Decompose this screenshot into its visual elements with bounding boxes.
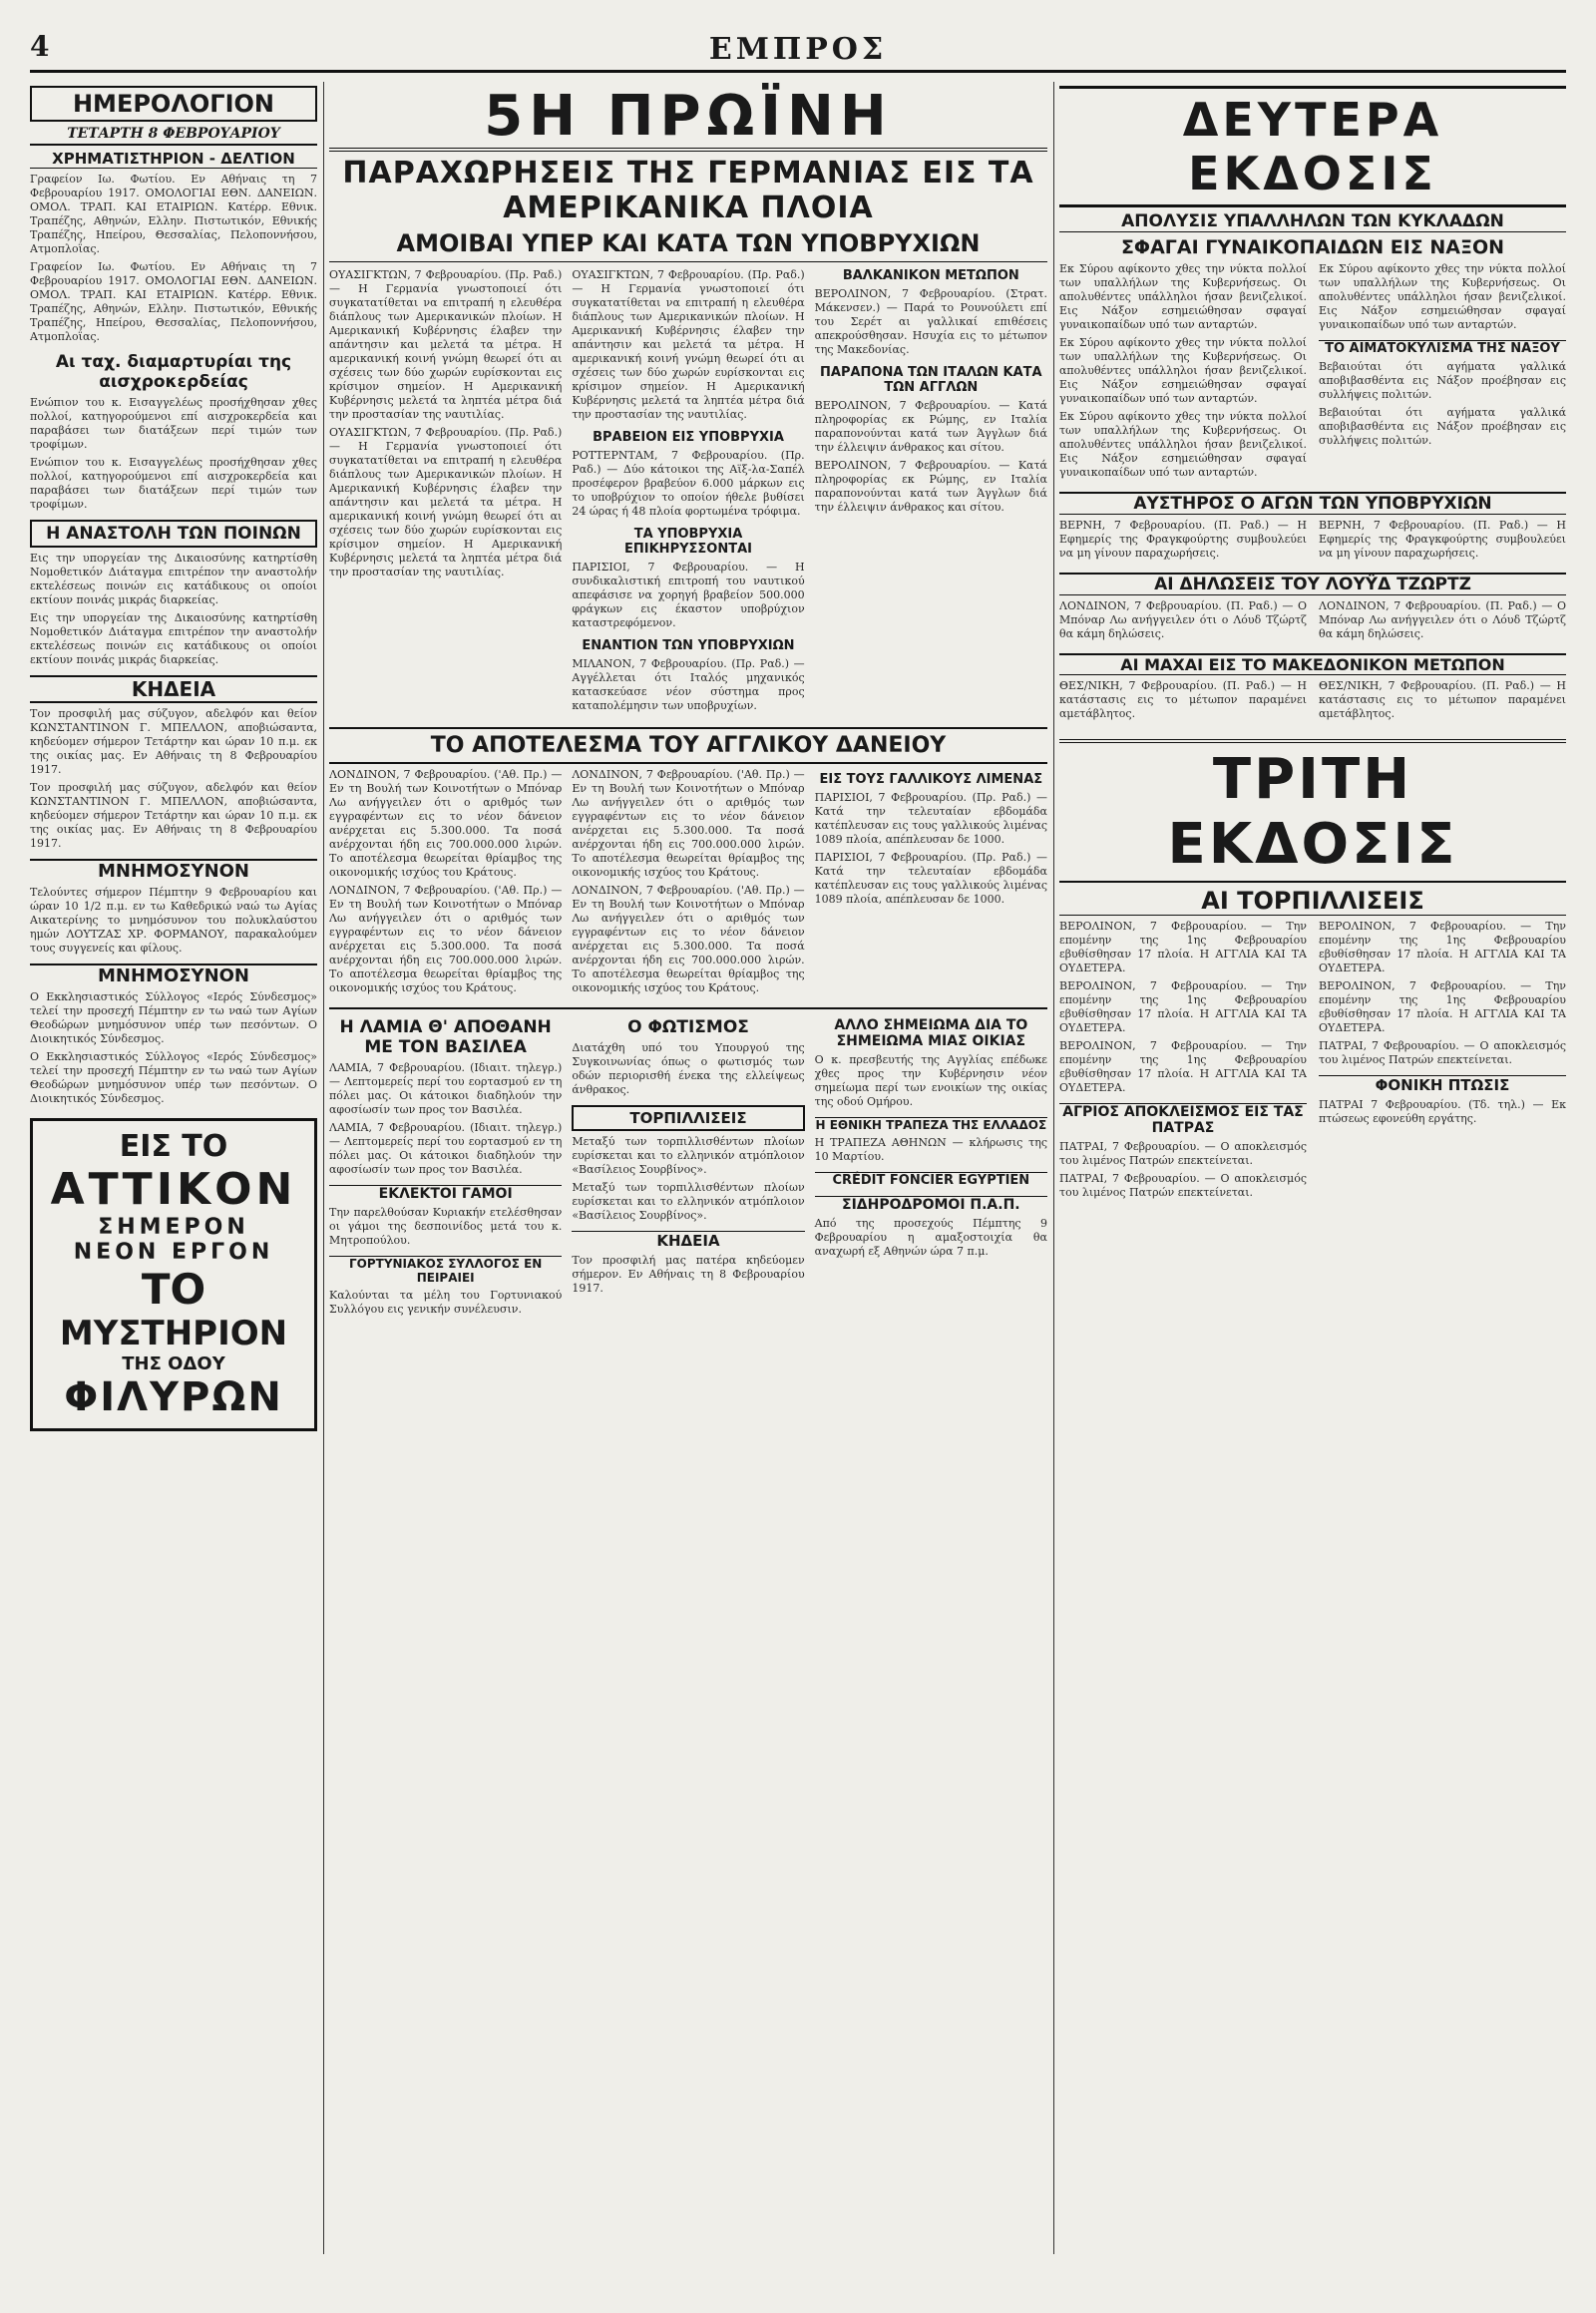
edition-banner: 5Η ΠΡΩΪΝΗ (329, 86, 1047, 152)
article-body: ΘΕΣ/ΝΙΚΗ, 7 Φεβρουαρίου. (Π. Ραδ.) — Η κατάστασις εις το μέτωπον παραμένει αμετάβλητος. (1319, 679, 1566, 720)
funeral2-heading: ΚΗΔΕΙΑ (572, 1231, 804, 1250)
ports-body: ΠΑΡΙΣΙΟΙ, 7 Φεβρουαρίου. (Πρ. Ραδ.) — Κατά την τελευταίαν εβδομάδα κατέπλευσαν εις τους γαλλικούς λιμένας 1089 πλοία, απέπλευσαν δε 1000. (814, 851, 1047, 906)
sub-active-body: ΠΑΡΙΣΙΟΙ, 7 Φεβρουαρίου. — Η συνδικαλιστική επιτροπή του ναυτικού απεφάσισε να χορηγή βραβείον 500.000 φράγκων εις έκαστον υποβρύχιον καταστρεφόμενον. (572, 561, 805, 629)
funerals-body: Τον προσφιλή μας σύζυγον, αδελφόν και θείον ΚΩΝΣΤΑΝΤΙΝΟΝ Γ. ΜΠΕΛΛΟΝ, αποβιώσαντα, κηδεύομεν σήμερον Τετάρτην και ώραν 10 π.μ. εκ της οικίας μας. Εν Αθήναις τη 8 Φεβρουαρίου 1917. (30, 707, 317, 776)
wed-heading: ΕΚΛΕΚΤΟΙ ΓΑΜΟΙ (329, 1185, 562, 1202)
markets-body: Γραφείον Ιω. Φωτίου. Εν Αθήναις τη 7 Φεβρουαρίου 1917. ΟΜΟΛΟΓΙΑΙ ΕΘΝ. ΔΑΝΕΙΩΝ. ΟΜΟΛ. ΤΡΑΠ. ΚΑΙ ΕΤΑΙΡΙΩΝ. Κατέρρ. Εθνικ. Τραπέζης, Αθηνών, Ελλην. Πιστωτικόν, Εθνικής Τραπέζης, Ηπείρου, Θεσσαλίας, Πελοποννήσου, Ατμοπλοΐας. (30, 260, 317, 343)
rail-body: Από της προσεχούς Πέμπτης 9 Φεβρουαρίου η αμαξοστοιχία θα αναχωρή εξ Αθηνών ώρα 7 π.μ. (814, 1217, 1047, 1258)
funeral2-body: Τον προσφιλή μας πατέρα κηδεύομεν σήμερον. Εν Αθήναις τη 8 Φεβρουαρίου 1917. (572, 1254, 805, 1295)
ad-line: ΣΗΜΕΡΟΝ (98, 1215, 249, 1240)
right-heading: ΑΙ ΔΗΛΩΣΕΙΣ ΤΟΥ ΛΟΥΫΔ ΤΖΩΡΤΖ (1059, 573, 1566, 595)
note-heading: ΑΛΛΟ ΣΗΜΕΙΩΜΑ ΔΙΑ ΤΟ ΣΗΜΕΙΩΜΑ ΜΙΑΣ ΟΙΚΙΑΣ (834, 1017, 1028, 1049)
bank-heading: Η ΕΘΝΙΚΗ ΤΡΑΠΕΖΑ ΤΗΣ ΕΛΛΑΔΟΣ (815, 1118, 1047, 1132)
right-heading: ΑΠΟΛΥΣΙΣ ΥΠΑΛΛΗΛΩΝ ΤΩΝ ΚΥΚΛΑΔΩΝ (1059, 211, 1566, 232)
main-subheadline: ΑΜΟΙΒΑΙ ΥΠΕΡ ΚΑΙ ΚΑΤΑ ΤΩΝ ΥΠΟΒΡΥΧΙΩΝ (329, 229, 1047, 262)
article-body: ΒΕΡΟΛΙΝΟΝ, 7 Φεβρουαρίου. — Την επομένην της 1ης Φεβρουαρίου εβυθίσθησαν 17 πλοία. Η ΑΓΓΛΙΑ ΚΑΙ ΤΑ ΟΥΔΕΤΕΡΑ. (1319, 979, 1566, 1034)
ad-line: ΑΤΤΙΚΟΝ (50, 1164, 297, 1215)
article-body: Εκ Σύρου αφίκοντο χθες την νύκτα πολλοί των υπαλλήλων της Κυβερνήσεως. Οι απολυθέντες υπάλληλοι ήσαν βενιζελικοί. Εις Νάξον εσημειώθησαν σφαγαί γυναικοπαίδων υπό των ανταρτών. (1059, 262, 1307, 331)
attikon-theatre-ad (30, 1118, 317, 1431)
torpedo-heading: ΤΟΡΠΙΛΛΙΣΕΙΣ (572, 1105, 804, 1131)
article-body: Εκ Σύρου αφίκοντο χθες την νύκτα πολλοί των υπαλλήλων της Κυβερνήσεως. Οι απολυθέντες υπάλληλοι ήσαν βενιζελικοί. Εις Νάξον εσημειώθησαν σφαγαί γυναικοπαίδων υπό των ανταρτών. (1319, 262, 1566, 331)
king-body: ΛΑΜΙΑ, 7 Φεβρουαρίου. (Ιδιαιτ. τηλεγρ.) — Λεπτομερείς περί του εορτασμού εν τη πόλει μας. Οι κάτοικοι διαδηλούν την αφοσίωσίν των προς τον Βασιλέα. (329, 1121, 563, 1176)
memorial2-body: Ο Εκκλησιαστικός Σύλλογος «Ιερός Σύνδεσμος» τελεί την προσεχή Πέμπτην εν τω ναώ των Αγίων Θεοδώρων μνημόσυνον υπέρ των πεσόντων. Ο Διοικητικός Σύνδεσμος. (30, 990, 317, 1045)
markets-title: ΧΡΗΜΑΤΙΣΤΗΡΙΟΝ - ΔΕΛΤΙΟΝ (30, 150, 317, 169)
funerals-body: Τον προσφιλή μας σύζυγον, αδελφόν και θείον ΚΩΝΣΤΑΝΤΙΝΟΝ Γ. ΜΠΕΛΛΟΝ, αποβιώσαντα, κηδεύομεν σήμερον Τετάρτην και ώραν 10 π.μ. εκ της οικίας μας. Εν Αθήναις τη 8 Φεβρουαρίου 1917. (30, 781, 317, 850)
memorial2-heading: ΜΝΗΜΟΣΥΝΟΝ (30, 964, 317, 986)
article (329, 1013, 562, 1321)
right-heading: ΑΙ ΤΟΡΠΙΛΛΙΣΕΙΣ (1059, 887, 1566, 916)
loan-body: ΛΟΝΔΙΝΟΝ, 7 Φεβρουαρίου. ('Αθ. Πρ.) — Εν τη Βουλή των Κοινοτήτων ο Μπόναρ Λω ανήγγειλεν ότι ο αριθμός των εγγραφέντων εις το νέον δάνειον ανέρχεται εις 5.300.000. Τα ποσά ανέρχονται ήδη εις 700.000.000 λιρών. Το αποτέλεσμα θεωρείται θρίαμβος της οικονομικής ισχύος του Κράτους. (329, 884, 563, 994)
right-articles (1059, 519, 1566, 565)
article-body: ΟΥΑΣΙΓΚΤΩΝ, 7 Φεβρουαρίου. (Πρ. Ραδ.) — Η Γερμανία γνωστοποιεί ότι συγκατατίθεται να επιτραπή η ελευθέρα διάπλους των Αμερικανικών πλοίων. Η Αμερικανική Κυβέρνησις έλαβεν την απάντησιν και μελετά τα μέτρα. Η αμερικανική κοινή γνώμη θεωρεί ότι αι σχέσεις των δύο χωρών ευρίσκονται εις κρίσιμον σημείον. Η Αμερικανική Κυβέρνησις μελετά τα ληπτέα μέτρα διά την προστασίαν της ναυτιλίας. (329, 268, 563, 421)
balkan-body: ΒΕΡΟΛΙΝΟΝ, 7 Φεβρουαρίου. (Στρατ. Μάκενσεν.) — Παρά το Ρουνούλετι επί του Σερέτ αι γαλλικαί επιθέσεις απεκρούσθησαν. Ησυχία εις το μέτωπον της Μακεδονίας. (814, 287, 1047, 356)
torpedo-body: Μεταξύ των τορπιλλισθέντων πλοίων ευρίσκεται και το ελληνικόν ατμόπλοιον «Βασίλειος Σουρβίνος». (572, 1181, 805, 1222)
article (1319, 262, 1566, 484)
right-articles (1059, 920, 1566, 1204)
ad-line: ΝΕΟΝ ΕΡΓΟΝ (73, 1240, 274, 1265)
right-heading: ΑΙ ΜΑΧΑΙ ΕΙΣ ΤΟ ΜΑΚΕΔΟΝΙΚΟΝ ΜΕΤΩΠΟΝ (1059, 653, 1566, 675)
award-heading: ΒΡΑΒΕΙΟΝ ΕΙΣ ΥΠΟΒΡΥΧΙΑ (593, 430, 784, 445)
article-body: ΠΑΤΡΑΙ, 7 Φεβρουαρίου. — Ο αποκλεισμός του λιμένος Πατρών επεκτείνεται. (1059, 1140, 1307, 1167)
tax-body: Ενώπιον του κ. Εισαγγελέως προσήχθησαν χθες πολλοί, κατηγορούμενοι επί αισχροκερδεία και παραβάσει των διατάξεων περί τιμών των τροφίμων. (30, 456, 317, 511)
article-body: ΒΕΡΟΛΙΝΟΝ, 7 Φεβρουαρίου. — Την επομένην της 1ης Φεβρουαρίου εβυθίσθησαν 17 πλοία. Η ΑΓΓΛΙΑ ΚΑΙ ΤΑ ΟΥΔΕΤΕΡΑ. (1059, 979, 1307, 1034)
ad-line: ΦΙΛΥΡΩΝ (64, 1374, 283, 1420)
article (1319, 920, 1566, 1204)
article (572, 268, 804, 717)
article-body: ΒΕΡΟΛΙΝΟΝ, 7 Φεβρουαρίου. — Την επομένην της 1ης Φεβρουαρίου εβυθίσθησαν 17 πλοία. Η ΑΓΓΛΙΑ ΚΑΙ ΤΑ ΟΥΔΕΤΕΡΑ. (1059, 920, 1307, 974)
markets-body: Γραφείον Ιω. Φωτίου. Εν Αθήναις τη 7 Φεβρουαρίου 1917. ΟΜΟΛΟΓΙΑΙ ΕΘΝ. ΔΑΝΕΙΩΝ. ΟΜΟΛ. ΤΡΑΠ. ΚΑΙ ΕΤΑΙΡΙΩΝ. Κατέρρ. Εθνικ. Τραπέζης, Αθηνών, Ελλην. Πιστωτικόν, Εθνικής Τραπέζης, Ηπείρου, Θεσσαλίας, Πελοποννήσου, Ατμοπλοΐας. (30, 173, 317, 255)
right-heading: ΤΟ ΑΙΜΑΤΟΚΥΛΙΣΜΑ ΤΗΣ ΝΑΞΟΥ (1319, 340, 1566, 356)
article-body: ΠΑΤΡΑΙ 7 Φεβρουαρίου. (Τδ. τηλ.) — Εκ πτώσεως εφονεύθη εργάτης. (1319, 1098, 1566, 1125)
article-body: ΒΕΡΟΛΙΝΟΝ, 7 Φεβρουαρίου. — Την επομένην της 1ης Φεβρουαρίου εβυθίσθησαν 17 πλοία. Η ΑΓΓΛΙΑ ΚΑΙ ΤΑ ΟΥΔΕΤΕΡΑ. (1059, 1039, 1307, 1094)
right-articles (1059, 679, 1566, 725)
article (572, 1013, 804, 1321)
torpedo-body: Μεταξύ των τορπιλλισθέντων πλοίων ευρίσκεται και το ελληνικόν ατμόπλοιον «Βασίλειος Σουρβίνος». (572, 1135, 805, 1176)
ad-line: ΤΟ (141, 1265, 206, 1314)
article (572, 768, 804, 999)
article-body: Εκ Σύρου αφίκοντο χθες την νύκτα πολλοί των υπαλλήλων της Κυβερνήσεως. Οι απολυθέντες υπάλληλοι ήσαν βενιζελικοί. Εις Νάξον εσημειώθησαν σφαγαί γυναικοπαίδων υπό των ανταρτών. (1059, 336, 1307, 405)
column-rule (323, 82, 324, 2254)
article-body: ΠΑΤΡΑΙ, 7 Φεβρουαρίου. — Ο αποκλεισμός του λιμένος Πατρών επεκτείνεται. (1319, 1039, 1566, 1066)
center-column (329, 82, 1047, 2254)
right-articles (1059, 262, 1566, 484)
loan-body: ΛΟΝΔΙΝΟΝ, 7 Φεβρουαρίου. ('Αθ. Πρ.) — Εν τη Βουλή των Κοινοτήτων ο Μπόναρ Λω ανήγγειλεν ότι ο αριθμός των εγγραφέντων εις το νέον δάνειον ανέρχεται εις 5.300.000. Τα ποσά ανέρχονται ήδη εις 700.000.000 λιρών. Το αποτέλεσμα θεωρείται θρίαμβος της οικονομικής ισχύος του Κράτους. (572, 884, 805, 994)
column-rule (1053, 82, 1054, 2254)
rail-heading: ΣΙΔΗΡΟΔΡΟΜΟΙ Π.Α.Π. (815, 1196, 1047, 1213)
penalties-heading: Η ΑΝΑΣΤΟΛΗ ΤΩΝ ΠΟΙΝΩΝ (30, 520, 317, 548)
memorial-heading: ΜΝΗΜΟΣΥΝΟΝ (30, 859, 317, 882)
balkan-heading: ΒΑΛΚΑΝΙΚΟΝ ΜΕΤΩΠΟΝ (842, 268, 1019, 283)
tax-heading: Αι ταχ. διαμαρτυρίαι της αισχροκερδείας (55, 352, 292, 392)
credit-heading: CRÉDIT FONCIER EGYPTIEN (815, 1172, 1047, 1188)
article-body: ΛΟΝΔΙΝΟΝ, 7 Φεβρουαρίου. (Π. Ραδ.) — Ο Μπόναρ Λω ανήγγειλεν ότι ο Λόυδ Τζώρτζ θα κάμη δηλώσεις. (1319, 599, 1566, 640)
note-body: Ο κ. πρεσβευτής της Αγγλίας επέδωκε χθες προς την Κυβέρνησιν νέον σημείωμα περί των ενοικίων της οικίας της οδού Ομήρου. (814, 1053, 1047, 1108)
second-edition-banner: ΔΕΥΤΕΡΑ ΕΚΔΟΣΙΣ (1059, 86, 1566, 207)
ad-line: ΜΥΣΤΗΡΙΟΝ (59, 1314, 288, 1353)
article (1059, 920, 1307, 1204)
king-heading: Η ΛΑΜΙΑ Θ' ΑΠΟΘΑΝΗ ΜΕ ΤΟΝ ΒΑΣΙΛΕΑ (339, 1017, 552, 1057)
wed-body: Την παρελθούσαν Κυριακήν ετελέσθησαν οι γάμοι της δεσποινίδος μετά του κ. Μητροπούλου. (329, 1206, 563, 1247)
newspaper-page (30, 30, 1566, 2254)
italian-body: ΒΕΡΟΛΙΝΟΝ, 7 Φεβρουαρίου. — Κατά πληροφορίας εκ Ρώμης, εν Ιταλία παραπονούνται κατά των Άγγλων διά την έλλειψιν άνθρακος και σίτου. (814, 399, 1047, 454)
right-heading: ΑΓΡΙΟΣ ΑΠΟΚΛΕΙΣΜΟΣ ΕΙΣ ΤΑΣ ΠΑΤΡΑΣ (1059, 1103, 1307, 1136)
article-body: ΘΕΣ/ΝΙΚΗ, 7 Φεβρουαρίου. (Π. Ραδ.) — Η κατάστασις εις το μέτωπον παραμένει αμετάβλητος. (1059, 679, 1307, 720)
article-body: ΒΕΡΟΛΙΝΟΝ, 7 Φεβρουαρίου. — Την επομένην της 1ης Φεβρουαρίου εβυθίσθησαν 17 πλοία. Η ΑΓΓΛΙΑ ΚΑΙ ΤΑ ΟΥΔΕΤΕΡΑ. (1319, 920, 1566, 974)
article (815, 268, 1047, 717)
king-body: ΛΑΜΙΑ, 7 Φεβρουαρίου. (Ιδιαιτ. τηλεγρ.) — Λεπτομερείς περί του εορτασμού εν τη πόλει μας. Οι κάτοικοι διαδηλούν την αφοσίωσίν των προς τον Βασιλέα. (329, 1061, 563, 1116)
sub-active-heading: ΤΑ ΥΠΟΒΡΥΧΙΑ ΕΠΙΚΗΡΥΣΣΟΝΤΑΙ (624, 527, 752, 557)
article-body: Βεβαιούται ότι αγήματα γαλλικά αποβιβασθέντα εις Νάξον προέβησαν εις συλλήψεις πολιτών. (1319, 360, 1566, 401)
article-body: ΠΑΤΡΑΙ, 7 Φεβρουαρίου. — Ο αποκλεισμός του λιμένος Πατρών επεκτείνεται. (1059, 1172, 1307, 1199)
penalties-body: Εις την υποργείαν της Δικαιοσύνης κατηρτίσθη Νομοθετικόν Διάταγμα επιτρέπον την αναστολήν εκτελέσεως ποινών εις κατάδικους οι οποίοι εκτίουν ποινάς μικράς διαρκείας. (30, 611, 317, 666)
third-edition-banner: ΤΡΙΤΗ ΕΚΔΟΣΙΣ (1059, 739, 1566, 883)
article-body: ΟΥΑΣΙΓΚΤΩΝ, 7 Φεβρουαρίου. (Πρ. Ραδ.) — Η Γερμανία γνωστοποιεί ότι συγκατατίθεται να επιτραπή η ελευθέρα διάπλους των Αμερικανικών πλοίων. Η Αμερικανική Κυβέρνησις έλαβεν την απάντησιν και μελετά τα μέτρα. Η αμερικανική κοινή γνώμη θεωρεί ότι αι σχέσεις των δύο χωρών ευρίσκονται εις κρίσιμον σημείον. Η Αμερικανική Κυβέρνησις μελετά τα ληπτέα μέτρα διά την προστασίαν της ναυτιλίας. (329, 426, 563, 578)
loan-body: ΛΟΝΔΙΝΟΝ, 7 Φεβρουαρίου. ('Αθ. Πρ.) — Εν τη Βουλή των Κοινοτήτων ο Μπόναρ Λω ανήγγειλεν ότι ο αριθμός των εγγραφέντων εις το νέον δάνειον ανέρχεται εις 5.300.000. Τα ποσά ανέρχονται ήδη εις 700.000.000 λιρών. Το αποτέλεσμα θεωρείται θρίαμβος της οικονομικής ισχύος του Κράτους. (329, 768, 563, 879)
loan-body: ΛΟΝΔΙΝΟΝ, 7 Φεβρουαρίου. ('Αθ. Πρ.) — Εν τη Βουλή των Κοινοτήτων ο Μπόναρ Λω ανήγγειλεν ότι ο αριθμός των εγγραφέντων εις το νέον δάνειον ανέρχεται εις 5.300.000. Τα ποσά ανέρχονται ήδη εις 700.000.000 λιρών. Το αποτέλεσμα θεωρείται θρίαμβος της οικονομικής ισχύος του Κράτους. (572, 768, 805, 879)
lighting-body: Διατάχθη υπό του Υπουργού της Συγκοινωνίας όπως ο φωτισμός των οδών περιορισθή ένεκα της ελλείψεως άνθρακος. (572, 1041, 805, 1096)
ad-line: ΕΙΣ ΤΟ (119, 1129, 228, 1164)
article-body: ΟΥΑΣΙΓΚΤΩΝ, 7 Φεβρουαρίου. (Πρ. Ραδ.) — Η Γερμανία γνωστοποιεί ότι συγκατατίθεται να επιτραπή η ελευθέρα διάπλους των Αμερικανικών πλοίων. Η Αμερικανική Κυβέρνησις έλαβεν την απάντησιν και μελετά τα μέτρα. Η αμερικανική κοινή γνώμη θεωρεί ότι αι σχέσεις των δύο χωρών ευρίσκονται εις κρίσιμον σημείον. Η Αμερικανική Κυβέρνησις μελετά τα ληπτέα μέτρα διά την προστασίαν της ναυτιλίας. (572, 268, 805, 421)
right-heading: ΣΦΑΓΑΙ ΓΥΝΑΙΚΟΠΑΙΔΩΝ ΕΙΣ ΝΑΞΟΝ (1120, 236, 1505, 258)
memorial-body: Τελούντες σήμερον Πέμπτην 9 Φεβρουαρίου και ώραν 10 1/2 π.μ. εν τω Καθεδρικώ ναώ τω Αγίας Αικατερίνης το μνημόσυνον του πολυκλαύστου ημών ΛΟΥΤΖΑΣ ΧΡ. ΦΟΡΜΑΝΟΥ, παρακαλούμεν τους συγγενείς και φίλους. (30, 886, 317, 955)
gortyn-body: Καλούνται τα μέλη του Γορτυνιακού Συλλόγου εις γενικήν συνέλευσιν. (329, 1289, 563, 1316)
award-body: ΡΟΤΤΕΡΝΤΑΜ, 7 Φεβρουαρίου. (Πρ. Ραδ.) — Δύο κάτοικοι της Αϊξ-λα-Σαπέλ προσέφερον βραβεύον 6.000 μάρκων εις το υποβρύχιον το οποίον ήθελε βυθίσει 24 ώρας ή 48 πλοία φορτωμένα τρόφιμα. (572, 449, 805, 518)
against-body: ΜΙΛΑΝΟΝ, 7 Φεβρουαρίου. (Πρ. Ραδ.) — Αγγέλλεται ότι Ιταλός μηχανικός κατασκεύασε νέον σύστημα προς καταπολέμησιν των υποβρυχίων. (572, 657, 805, 712)
page-number: 4 (30, 30, 50, 63)
top-bar (30, 30, 1566, 73)
funerals-heading: ΚΗΔΕΙΑ (30, 675, 317, 703)
article-body: ΒΕΡΝΗ, 7 Φεβρουαρίου. (Π. Ραδ.) — Η Εφημερίς της Φραγκφούρτης συμβουλεύει να μη γίνουν παραχωρήσεις. (1059, 519, 1307, 560)
article (815, 768, 1047, 999)
memorial2-body: Ο Εκκλησιαστικός Σύλλογος «Ιερός Σύνδεσμος» τελεί την προσεχή Πέμπτην εν τω ναώ των Αγίων Θεοδώρων μνημόσυνον υπέρ των πεσόντων. Ο Διοικητικός Σύνδεσμος. (30, 1050, 317, 1105)
article (329, 768, 562, 999)
article (329, 268, 562, 717)
lighting-heading: Ο ΦΩΤΙΣΜΟΣ (627, 1017, 749, 1037)
ports-body: ΠΑΡΙΣΙΟΙ, 7 Φεβρουαρίου. (Πρ. Ραδ.) — Κατά την τελευταίαν εβδομάδα κατέπλευσαν εις τους γαλλικούς λιμένας 1089 πλοία, απέπλευσαν δε 1000. (814, 791, 1047, 846)
ports-heading: ΕΙΣ ΤΟΥΣ ΓΑΛΛΙΚΟΥΣ ΛΙΜΕΝΑΣ (819, 772, 1043, 787)
penalties-body: Εις την υποργείαν της Δικαιοσύνης κατηρτίσθη Νομοθετικόν Διάταγμα επιτρέπον την αναστολήν εκτελέσεως ποινών εις κατάδικους οι οποίοι εκτίουν ποινάς μικράς διαρκείας. (30, 552, 317, 606)
loan-headline: ΤΟ ΑΠΟΤΕΛΕΣΜΑ ΤΟΥ ΑΓΓΛΙΚΟΥ ΔΑΝΕΙΟΥ (329, 727, 1047, 764)
right-column (1059, 82, 1566, 2254)
calendar-title: ΗΜΕΡΟΛΟΓΙΟΝ (30, 86, 317, 122)
article (1059, 262, 1307, 484)
article-body: Εκ Σύρου αφίκοντο χθες την νύκτα πολλοί των υπαλλήλων της Κυβερνήσεως. Οι απολυθέντες υπάλληλοι ήσαν βενιζελικοί. Εις Νάξον εσημειώθησαν σφαγαί γυναικοπαίδων υπό των ανταρτών. (1059, 410, 1307, 479)
italian-heading: ΠΑΡΑΠΟΝΑ ΤΩΝ ΙΤΑΛΩΝ ΚΑΤΑ ΤΩΝ ΑΓΓΛΩΝ (820, 365, 1042, 395)
against-heading: ΕΝΑΝΤΙΟΝ ΤΩΝ ΥΠΟΒΡΥΧΙΩΝ (582, 638, 795, 653)
main-headline: ΠΑΡΑΧΩΡΗΣΕΙΣ ΤΗΣ ΓΕΡΜΑΝΙΑΣ ΕΙΣ ΤΑ ΑΜΕΡΙΚΑΝΙΚΑ ΠΛΟΙΑ (342, 156, 1034, 225)
bank-body: Η ΤΡΑΠΕΖΑ ΑΘΗΝΩΝ — κλήρωσις της 10 Μαρτίου. (814, 1136, 1047, 1163)
lower-articles (329, 1007, 1047, 1321)
ad-line: ΤΗΣ ΟΔΟΥ (122, 1353, 225, 1374)
italian-body: ΒΕΡΟΛΙΝΟΝ, 7 Φεβρουαρίου. — Κατά πληροφορίας εκ Ρώμης, εν Ιταλία παραπονούνται κατά των Άγγλων διά την έλλειψιν άνθρακος και σίτου. (814, 459, 1047, 514)
article-body: ΛΟΝΔΙΝΟΝ, 7 Φεβρουαρίου. (Π. Ραδ.) — Ο Μπόναρ Λω ανήγγειλεν ότι ο Λόυδ Τζώρτζ θα κάμη δηλώσεις. (1059, 599, 1307, 640)
article (815, 1013, 1047, 1321)
gortyn-heading: ΓΟΡΤΥΝΙΑΚΟΣ ΣΥΛΛΟΓΟΣ ΕΝ ΠΕΙΡΑΙΕΙ (329, 1256, 562, 1285)
article-body: Βεβαιούται ότι αγήματα γαλλικά αποβιβασθέντα εις Νάξον προέβησαν εις συλλήψεις πολιτών. (1319, 406, 1566, 447)
masthead: ΕΜΠΡΟΣ (708, 32, 888, 67)
right-articles (1059, 599, 1566, 645)
calendar-date: ΤΕΤΑΡΤΗ 8 ΦΕΒΡΟΥΑΡΙΟΥ (30, 126, 317, 146)
tax-body: Ενώπιον του κ. Εισαγγελέως προσήχθησαν χθες πολλοί, κατηγορούμενοι επί αισχροκερδεία και παραβάσει των διατάξεων περί τιμών των τροφίμων. (30, 396, 317, 451)
right-heading: ΦΟΝΙΚΗ ΠΤΩΣΙΣ (1319, 1075, 1566, 1094)
right-heading: ΑΥΣΤΗΡΟΣ Ο ΑΓΩΝ ΤΩΝ ΥΠΟΒΡΥΧΙΩΝ (1059, 492, 1566, 515)
left-column (30, 82, 317, 2254)
lead-articles (329, 268, 1047, 717)
loan-articles (329, 768, 1047, 999)
article-body: ΒΕΡΝΗ, 7 Φεβρουαρίου. (Π. Ραδ.) — Η Εφημερίς της Φραγκφούρτης συμβουλεύει να μη γίνουν παραχωρήσεις. (1319, 519, 1566, 560)
